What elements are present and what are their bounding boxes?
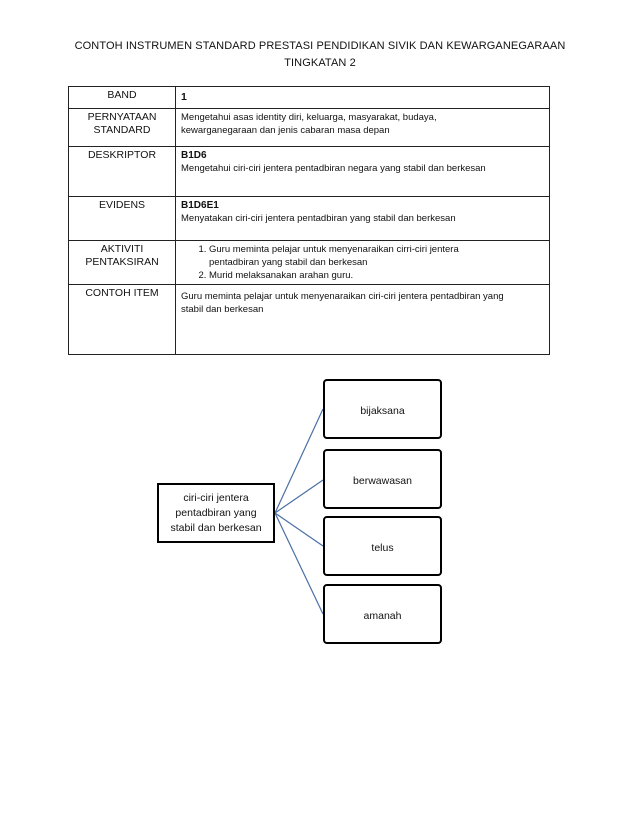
- pernyataan-label-line-2: STANDARD: [93, 124, 151, 136]
- branch-label: bijaksana: [360, 405, 405, 417]
- deskriptor-text: Mengetahui ciri-ciri jentera pentadbiran negara yang stabil dan berkesan: [181, 163, 486, 174]
- connector-bijaksana: [275, 409, 323, 513]
- branch-label: amanah: [363, 610, 402, 622]
- contoh-item-label: CONTOH ITEM: [69, 285, 176, 355]
- aktiviti-label-line-2: PENTAKSIRAN: [85, 256, 159, 268]
- aktiviti-item-2: 2. Murid melaksanakan arahan guru.: [209, 269, 499, 282]
- branch-label: berwawasan: [353, 475, 412, 487]
- branch-node-amanah: [323, 584, 442, 644]
- deskriptor-label: DESKRIPTOR: [69, 147, 176, 197]
- band-label: BAND: [69, 87, 176, 109]
- branch-node-telus: [323, 516, 442, 576]
- contoh-item-value: Guru meminta pelajar untuk menyenaraikan ciri-ciri jentera pentadbiran yang stabil dan berkesan: [176, 285, 550, 355]
- pernyataan-value: Mengetahui asas identity diri, keluarga, masyarakat, budaya, kewarganegaraan dan jenis cabaran masa depan: [176, 109, 550, 147]
- evidens-text: Menyatakan ciri-ciri jentera pentadbiran yang stabil dan berkesan: [181, 213, 456, 224]
- center-node-label: ciri-ciri jentera pentadbiran yang stabil dan berkesan: [170, 491, 262, 534]
- deskriptor-code: B1D6: [181, 150, 207, 161]
- evidens-code: B1D6E1: [181, 200, 219, 211]
- band-number: 1: [181, 91, 187, 103]
- title-line-2: TINGKATAN 2: [284, 57, 356, 69]
- evidens-label: EVIDENS: [69, 197, 176, 241]
- diagram-center-node: [157, 483, 275, 543]
- aktiviti-item-1: 1. Guru meminta pelajar untuk menyenaraikan cirri-ciri jentera pentadbiran yang stabil dan berkesan: [209, 243, 499, 269]
- branch-node-bijaksana: [323, 379, 442, 439]
- title-line-1: CONTOH INSTRUMEN STANDARD PRESTASI PENDIDIKAN SIVIK DAN KEWARGANEGARAAN: [74, 40, 566, 52]
- connector-amanah: [275, 513, 323, 614]
- aktiviti-label-line-1: AKTIVITI: [100, 243, 144, 255]
- branch-node-berwawasan: [323, 449, 442, 509]
- branch-label: telus: [371, 542, 394, 554]
- pernyataan-label-line-1: PERNYATAAN: [87, 111, 157, 123]
